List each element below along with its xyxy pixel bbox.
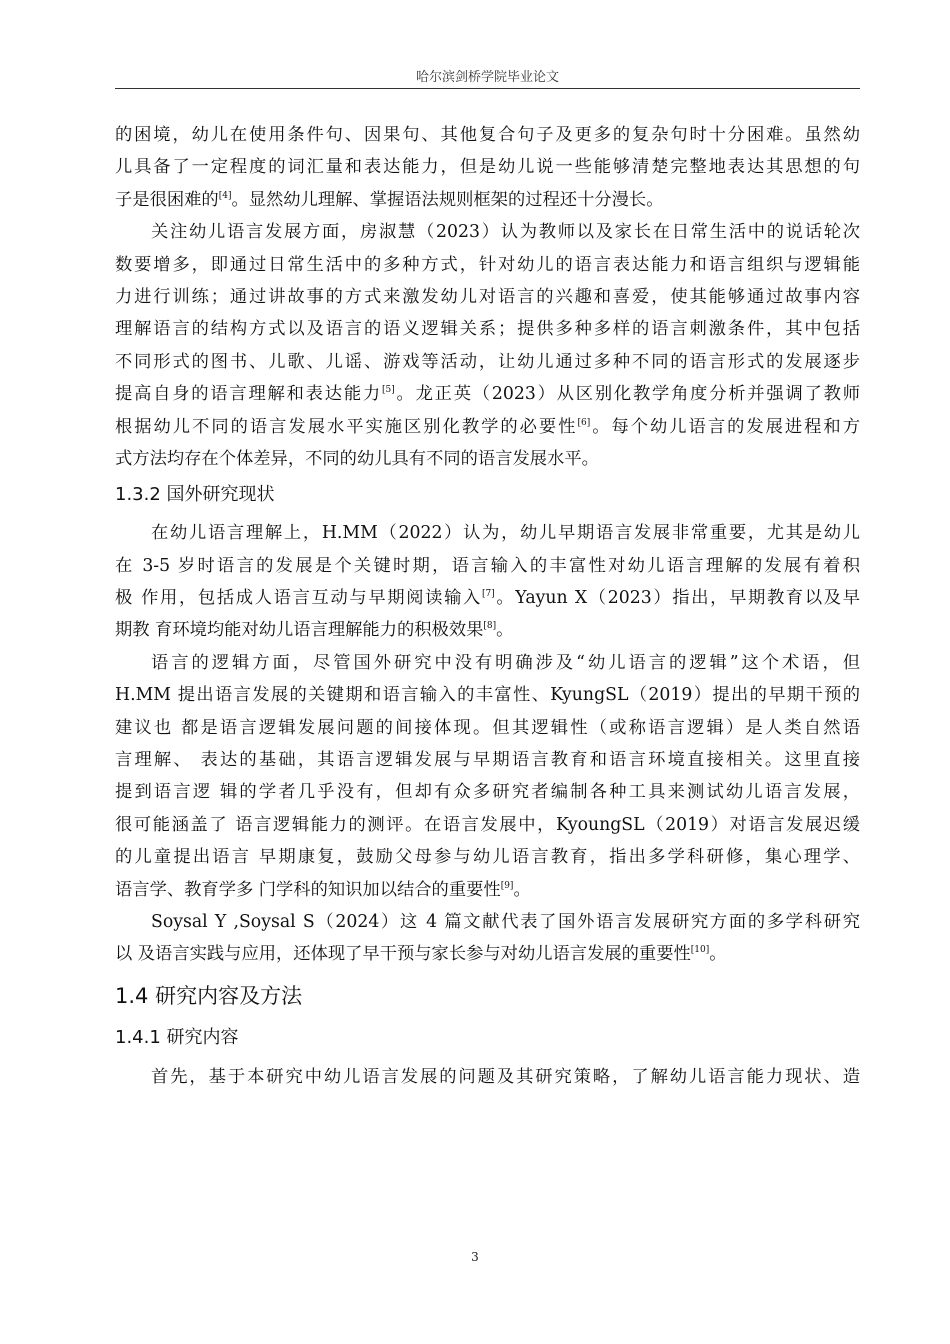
section-heading-1-4: 1.4 研究内容及方法 (115, 983, 303, 1008)
citation-ref: [10] (690, 945, 710, 956)
paragraph (115, 906, 860, 971)
text-line: 式方法均存在个体差异，不同的幼儿具有不同的语言发展水平。 (115, 448, 599, 469)
citation-ref: [6] (577, 417, 591, 428)
text-line: 首先，基于本研究中幼儿语言发展的问题及其研究策略，了解幼儿语言能力现状、造 (151, 1066, 860, 1087)
citation-ref: [7] (481, 589, 495, 600)
text-line: 的儿童提出语言 早期康复，鼓励父母参与幼儿语言教育，指出多学科研修，集心理学、 (115, 847, 860, 868)
text-span: 。Yayun X（2023）指出，早期教育以及早 (494, 588, 860, 609)
text-span: 语言学、教育学多 门学科的知识加以结合的重要性 (115, 879, 501, 900)
text-line: H.MM 提出语言发展的关键期和语言输入的丰富性、KyungSL（2019）提出的早期干预的 (115, 685, 860, 706)
section-heading-1-4-1: 1.4.1 研究内容 (115, 1026, 239, 1048)
paragraph (115, 517, 860, 647)
text-line (115, 938, 860, 970)
running-header: 哈尔滨剑桥学院毕业论文 (415, 70, 559, 85)
text-span: 期教 育环境均能对幼儿语言理解能力的积极效果 (115, 620, 484, 641)
citation-ref: [5] (381, 385, 395, 396)
text-span: 。 (709, 944, 727, 965)
text-line: 力进行训练；通过讲故事的方式来激发幼儿对语言的兴趣和喜爱，使其能够通过故事内容 (115, 286, 860, 307)
text-line (115, 378, 860, 410)
text-span: 以 及语言实践与应用，还体现了早干预与家长参与对幼儿语言发展的重要性 (115, 944, 691, 965)
text-line: 数要增多，即通过日常生活中的多种方式，针对幼儿的语言表达能力和语言组织与逻辑能 (115, 254, 860, 275)
text-line: 的困境，幼儿在使用条件句、因果句、其他复合句子及更多的复杂句时十分困难。虽然幼 (115, 125, 860, 145)
text-line: Soysal Y ,Soysal S（2024）这 4 篇文献代表了国外语言发展研究方面的多学科研究 (151, 911, 860, 932)
citation-ref: [8] (483, 621, 497, 632)
text-line (115, 184, 860, 216)
text-line (115, 874, 860, 906)
text-span: 极 作用，包括成人语言互动与早期阅读输入 (115, 588, 482, 609)
citation-ref: [9] (500, 880, 514, 891)
paragraph (115, 119, 860, 216)
text-line: 理解语言的结构方式以及语言的语义逻辑关系；提供多种多样的语言刺激条件，其中包括 (115, 319, 860, 340)
text-line (115, 411, 860, 443)
text-span: 。显然幼儿理解、掌握语法规则框架的过程还十分漫长。 (231, 189, 664, 210)
body-text (115, 119, 860, 1093)
text-line: 在 3-5 岁时语言的发展是个关键时期，语言输入的丰富性对幼儿语言理解的发展有着积 (115, 555, 860, 576)
text-span: 子是很困难的 (115, 189, 219, 210)
text-line: 提到语言逻 辑的学者几乎没有，但却有众多研究者编制各种工具来测试幼儿语言发展， (115, 782, 860, 803)
text-span: 根据幼儿不同的语言发展水平实施区别化教学的必要性 (115, 416, 578, 437)
text-line: 很可能涵盖了 语言逻辑能力的测评。在语言发展中，KyoungSL（2019）对语言发展迟缓 (115, 814, 860, 835)
text-line: 建议也 都是语言逻辑发展问题的间接体现。但其逻辑性（或称语言逻辑）是人类自然语 (115, 717, 860, 738)
text-span: 。每个幼儿语言的发展进程和方 (590, 416, 860, 437)
text-line: 言理解、 表达的基础，其语言逻辑发展与早期语言教育和语言环境直接相关。这里直接 (115, 750, 860, 771)
text-line (115, 582, 860, 614)
text-span: 。龙正英（2023）从区别化教学角度分析并强调了教师 (394, 384, 860, 405)
paragraph (115, 216, 860, 475)
citation-ref: [4] (218, 190, 232, 201)
text-span: 提高自身的语言理解和表达能力 (115, 384, 382, 405)
text-span: 。 (496, 620, 514, 641)
page-number: 3 (471, 1250, 479, 1264)
text-line: 不同形式的图书、儿歌、儿谣、游戏等活动，让幼儿通过多种不同的语言形式的发展逐步 (115, 351, 860, 372)
paragraph (115, 647, 860, 906)
text-line: 语言的逻辑方面，尽管国外研究中没有明确涉及“幼儿语言的逻辑”这个术语，但 (151, 652, 860, 673)
section-heading-1-3-2: 1.3.2 国外研究现状 (115, 484, 275, 506)
text-line: 在幼儿语言理解上，H.MM（2022）认为，幼儿早期语言发展非常重要，尤其是幼儿 (151, 523, 860, 544)
text-line (115, 614, 860, 646)
text-span: 。 (513, 879, 531, 900)
paragraph (115, 1061, 860, 1093)
header-divider (115, 88, 860, 89)
text-line: 儿具备了一定程度的词汇量和表达能力，但是幼儿说一些能够清楚完整地表达其思想的句 (115, 157, 860, 178)
text-line: 关注幼儿语言发展方面，房淑慧（2023）认为教师以及家长在日常生活中的说话轮次 (151, 222, 860, 243)
